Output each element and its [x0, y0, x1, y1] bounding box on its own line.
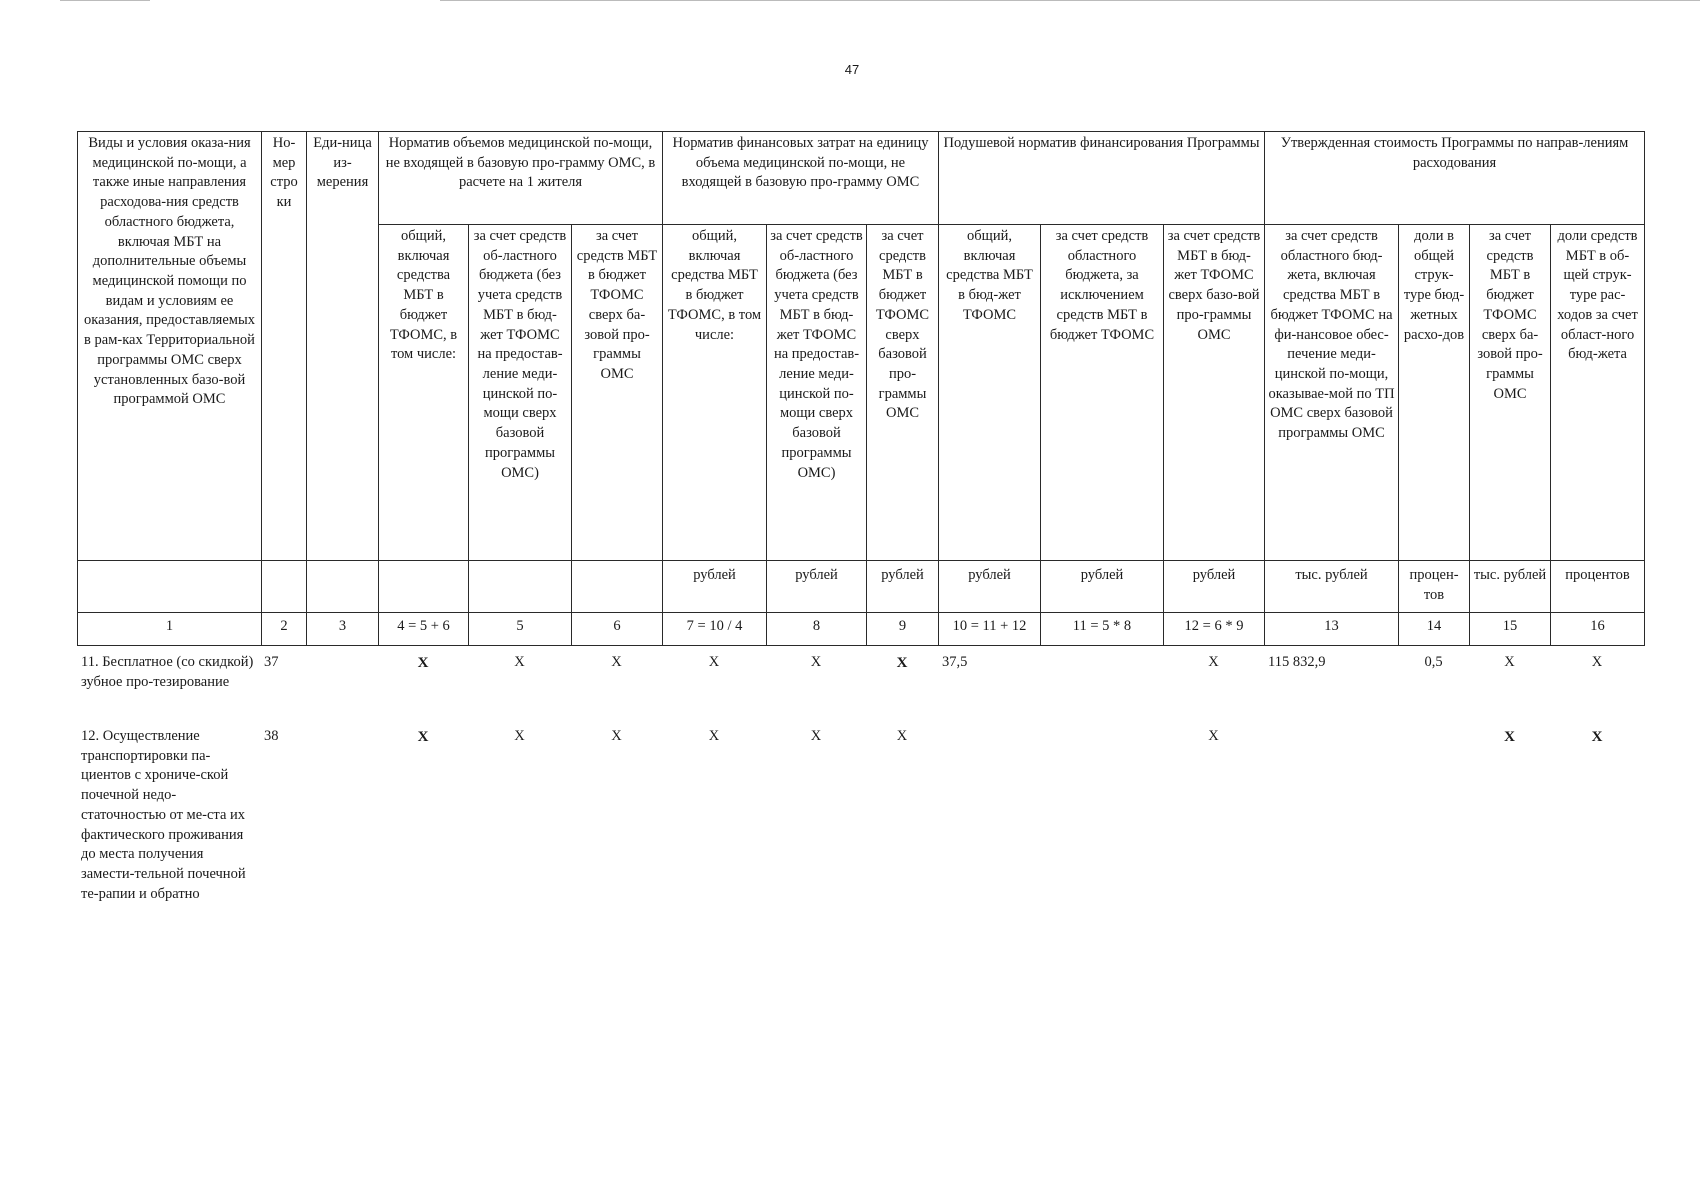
- table-cell: [1264, 727, 1398, 904]
- unit-cell: [78, 561, 262, 613]
- table-cell: X: [611, 728, 622, 744]
- column-number: 7 = 10 / 4: [663, 613, 767, 646]
- column-number: 16: [1551, 613, 1645, 646]
- column-number: 2: [262, 613, 307, 646]
- table-cell: X: [1208, 728, 1219, 744]
- row-number: 37: [264, 654, 279, 670]
- table-cell: [1040, 653, 1163, 727]
- subheader-cell: общий, включая средства МБТ в бюд-жет ТФОМС: [939, 225, 1041, 561]
- subheader-cell: доли в общей струк-туре бюд-жетных расхо-дов: [1399, 225, 1470, 561]
- table-cell: X: [896, 728, 908, 744]
- table-cell: X: [708, 728, 720, 744]
- column-number: 5: [469, 613, 572, 646]
- column-number: 6: [572, 613, 663, 646]
- table-cell: 37,5: [942, 654, 968, 670]
- table-cell: X: [514, 728, 525, 744]
- subheader-cell: за счет средств МБТ в бюд-жет ТФОМС сверх базо-вой про-граммы ОМС: [1164, 225, 1265, 561]
- page-number: 47: [844, 62, 860, 77]
- unit-cell: рублей: [1164, 561, 1265, 613]
- table-cell: X: [1208, 654, 1219, 670]
- header-group-volume: Норматив объемов медицинской по-мощи, не входящей в базовую про-грамму ОМС, в расчете на 1 жителя: [379, 132, 663, 225]
- table-cell: X: [514, 654, 525, 670]
- table-cell: [1040, 727, 1163, 904]
- scan-edge-top-right: [440, 0, 1700, 1]
- table-header: [77, 131, 1645, 646]
- table-cell: [306, 727, 378, 904]
- unit-cell: тыс. рублей: [1470, 561, 1551, 613]
- header-group-per-capita: Подушевой норматив финансирования Программы: [939, 132, 1265, 225]
- table-cell: X: [417, 655, 429, 671]
- column-number: 12 = 6 * 9: [1164, 613, 1265, 646]
- table-cell: X: [810, 728, 822, 744]
- table-cell: X: [1591, 654, 1603, 670]
- unit-cell: [307, 561, 379, 613]
- table-cell: X: [708, 654, 720, 670]
- subheader-cell: за счет средств МБТ в бюджет ТФОМС сверх ба-зовой про-граммы ОМС: [572, 225, 663, 561]
- unit-cell: рублей: [1041, 561, 1164, 613]
- table-cell: 0,5: [1424, 654, 1443, 670]
- column-number: 8: [767, 613, 867, 646]
- subheader-cell: за счет средств областного бюджета, за исключением средств МБТ в бюджет ТФОМС: [1041, 225, 1164, 561]
- unit-cell: рублей: [663, 561, 767, 613]
- header-col-row-number: Но-мер стро ки: [262, 132, 307, 561]
- table-cell: [1398, 727, 1469, 904]
- subheader-cell: за счет средств областного бюд-жета, включая средства МБТ в бюджет ТФОМС на фи-нансовое обес-печение меди-цинской по-мощи, оказывае-мой по ТП ОМС сверх базовой программы ОМС: [1265, 225, 1399, 561]
- column-number: 11 = 5 * 8: [1041, 613, 1164, 646]
- column-number: 13: [1265, 613, 1399, 646]
- unit-cell: тыс. рублей: [1265, 561, 1399, 613]
- table-cell: X: [417, 729, 429, 745]
- table-cell: X: [1504, 654, 1515, 670]
- column-number: 14: [1399, 613, 1470, 646]
- unit-cell: [572, 561, 663, 613]
- column-number: 15: [1470, 613, 1551, 646]
- unit-cell: [469, 561, 572, 613]
- column-number: 4 = 5 + 6: [379, 613, 469, 646]
- unit-cell: рублей: [867, 561, 939, 613]
- unit-cell: процентов: [1551, 561, 1645, 613]
- header-group-cost: Норматив финансовых затрат на единицу объема медицинской по-мощи, не входящей в базовую про-грамму ОМС: [663, 132, 939, 225]
- table-cell: [306, 653, 378, 727]
- table-cell: 115 832,9: [1268, 654, 1326, 670]
- column-number: 9: [867, 613, 939, 646]
- subheader-cell: общий, включая средства МБТ в бюджет ТФОМС, в том числе:: [379, 225, 469, 561]
- header-group-approved-cost: Утвержденная стоимость Программы по направ-лениям расходования: [1265, 132, 1645, 225]
- unit-cell: рублей: [939, 561, 1041, 613]
- column-number: 1: [78, 613, 262, 646]
- table-cell: X: [810, 654, 822, 670]
- subheader-cell: доли средств МБТ в об-щей струк-туре рас-ходов за счет област-ного бюд-жета: [1551, 225, 1645, 561]
- subheader-cell: за счет средств об-ластного бюджета (без учета средств МБТ в бюд-жет ТФОМС на предостав-ление меди-цинской по-мощи сверх базовой программы ОМС): [469, 225, 572, 561]
- header-col-unit: Еди-ница из-мерения: [307, 132, 379, 561]
- table-cell: [938, 727, 1040, 904]
- subheader-cell: за счет средств об-ластного бюджета (без учета средств МБТ в бюд-жет ТФОМС на предостав-ление меди-цинской по-мощи сверх базовой программы ОМС): [767, 225, 867, 561]
- unit-cell: рублей: [767, 561, 867, 613]
- unit-cell: [379, 561, 469, 613]
- table-cell: X: [1504, 729, 1515, 745]
- scan-edge-top: [60, 0, 150, 1]
- row-number: 38: [264, 728, 279, 744]
- unit-cell: процен-тов: [1399, 561, 1470, 613]
- table-body: [77, 653, 1644, 904]
- subheader-cell: за счет средств МБТ в бюджет ТФОМС сверх базовой про-граммы ОМС: [867, 225, 939, 561]
- table-cell: X: [1591, 729, 1603, 745]
- row-name: 11. Бесплатное (со скидкой) зубное про-тезирование: [81, 654, 254, 690]
- subheader-cell: за счет средств МБТ в бюджет ТФОМС сверх ба-зовой про-граммы ОМС: [1470, 225, 1551, 561]
- header-col-kinds: Виды и условия оказа-ния медицинской по-мощи, а также иные направления расходова-ния средств областного бюджета, включая МБТ на дополнительные объемы медицинской помощи по видам и условиям ее оказания, предоставляемых в рам-ках Территориальной программы ОМС сверх установленных базо-вой программой ОМС: [78, 132, 262, 561]
- table-row: [77, 653, 1644, 727]
- table-cell: X: [611, 654, 622, 670]
- table-cell: X: [896, 655, 908, 671]
- column-number: 3: [307, 613, 379, 646]
- table-row: [77, 727, 1644, 904]
- row-name: 12. Осуществление транспортировки па-циентов с хрониче-ской почечной недо-статочностью от ме-ста их фактического проживания до места получения замести-тельной почечной те-рапии и обратно: [81, 728, 246, 902]
- column-number: 10 = 11 + 12: [939, 613, 1041, 646]
- subheader-cell: общий, включая средства МБТ в бюджет ТФОМС, в том числе:: [663, 225, 767, 561]
- unit-cell: [262, 561, 307, 613]
